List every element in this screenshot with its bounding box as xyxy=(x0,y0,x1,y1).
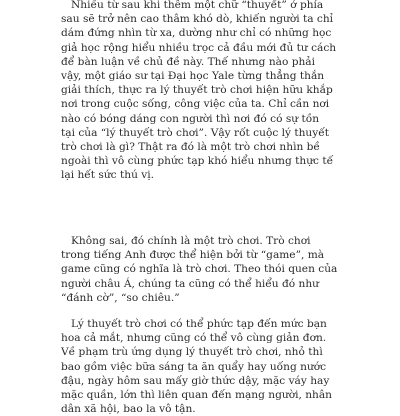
text-line: mặc quần, lớn thì liên quan đến mạng người, nhân xyxy=(61,389,332,402)
text-line: trong tiếng Anh được thể hiện bởi từ “game”, mà xyxy=(61,249,325,262)
text-line: Nhiều từ sau khi thêm một chữ “thuyết” ở phía xyxy=(71,0,324,11)
text-line: tại của “lý thuyết trò chơi”. Vậy rốt cuộc lý thuyết xyxy=(61,126,330,139)
text-line: người châu Á, chúng ta cũng có thể hiểu đó như xyxy=(61,277,319,290)
text-line: sau sẽ trở nên cao thâm khó dò, khiến người ta chỉ xyxy=(61,13,334,26)
paragraph-3 xyxy=(61,317,341,416)
text-line: ngoài thì vô cùng phức tạp khó hiểu nhưng thực tế xyxy=(61,155,334,168)
text-line: game cũng có nghĩa là trò chơi. Theo thói quen của xyxy=(61,263,338,276)
text-line: vậy, một giáo sư tại Đại học Yale từng thẳng thắn xyxy=(61,70,325,83)
paragraph-2 xyxy=(61,234,341,305)
text-line: Về phạm trù ứng dụng lý thuyết trò chơi, nhỏ thì xyxy=(61,346,323,359)
text-line: lại hết sức thú vị. xyxy=(61,169,154,182)
text-line: nơi trong cuộc sống, công việc của ta. Chỉ cần nơi xyxy=(61,98,330,111)
paragraph-1 xyxy=(61,0,341,183)
text-line: hoa cả mắt, nhưng cũng có thể vô cùng giản đơn. xyxy=(61,332,327,345)
text-line: đậu, ngày hôm sau mấy giờ thức dậy, mặc váy hay xyxy=(61,374,330,387)
text-line: dân xã hội, bao la vô tận. xyxy=(61,403,196,416)
text-line: trò chơi là gì? Thật ra đó là một trò chơi nhìn bề xyxy=(61,141,320,154)
text-line: giả học rộng hiểu nhiều trọc cả đầu mới đủ tư cách xyxy=(61,41,337,54)
text-line: giải thích, thực ra lý thuyết trò chơi hiện hữu khắp xyxy=(61,84,333,97)
text-line: để bàn luận về chủ đề này. Thế nhưng nào phải xyxy=(61,55,316,68)
text-line: Lý thuyết trò chơi có thể phức tạp đến mức bạn xyxy=(71,318,327,330)
text-line: “đánh cờ”, “so chiêu.” xyxy=(61,291,180,304)
text-line: nào có bóng dáng con người thì nơi đó có sự tồn xyxy=(61,112,320,125)
text-line: Không sai, đó chính là một trò chơi. Trò chơi xyxy=(71,235,311,247)
text-line: dám đứng nhìn từ xa, dường như chỉ có những học xyxy=(61,27,332,40)
text-line: bao gồm việc bữa sáng ta ăn quẩy hay uống nước xyxy=(61,360,327,373)
